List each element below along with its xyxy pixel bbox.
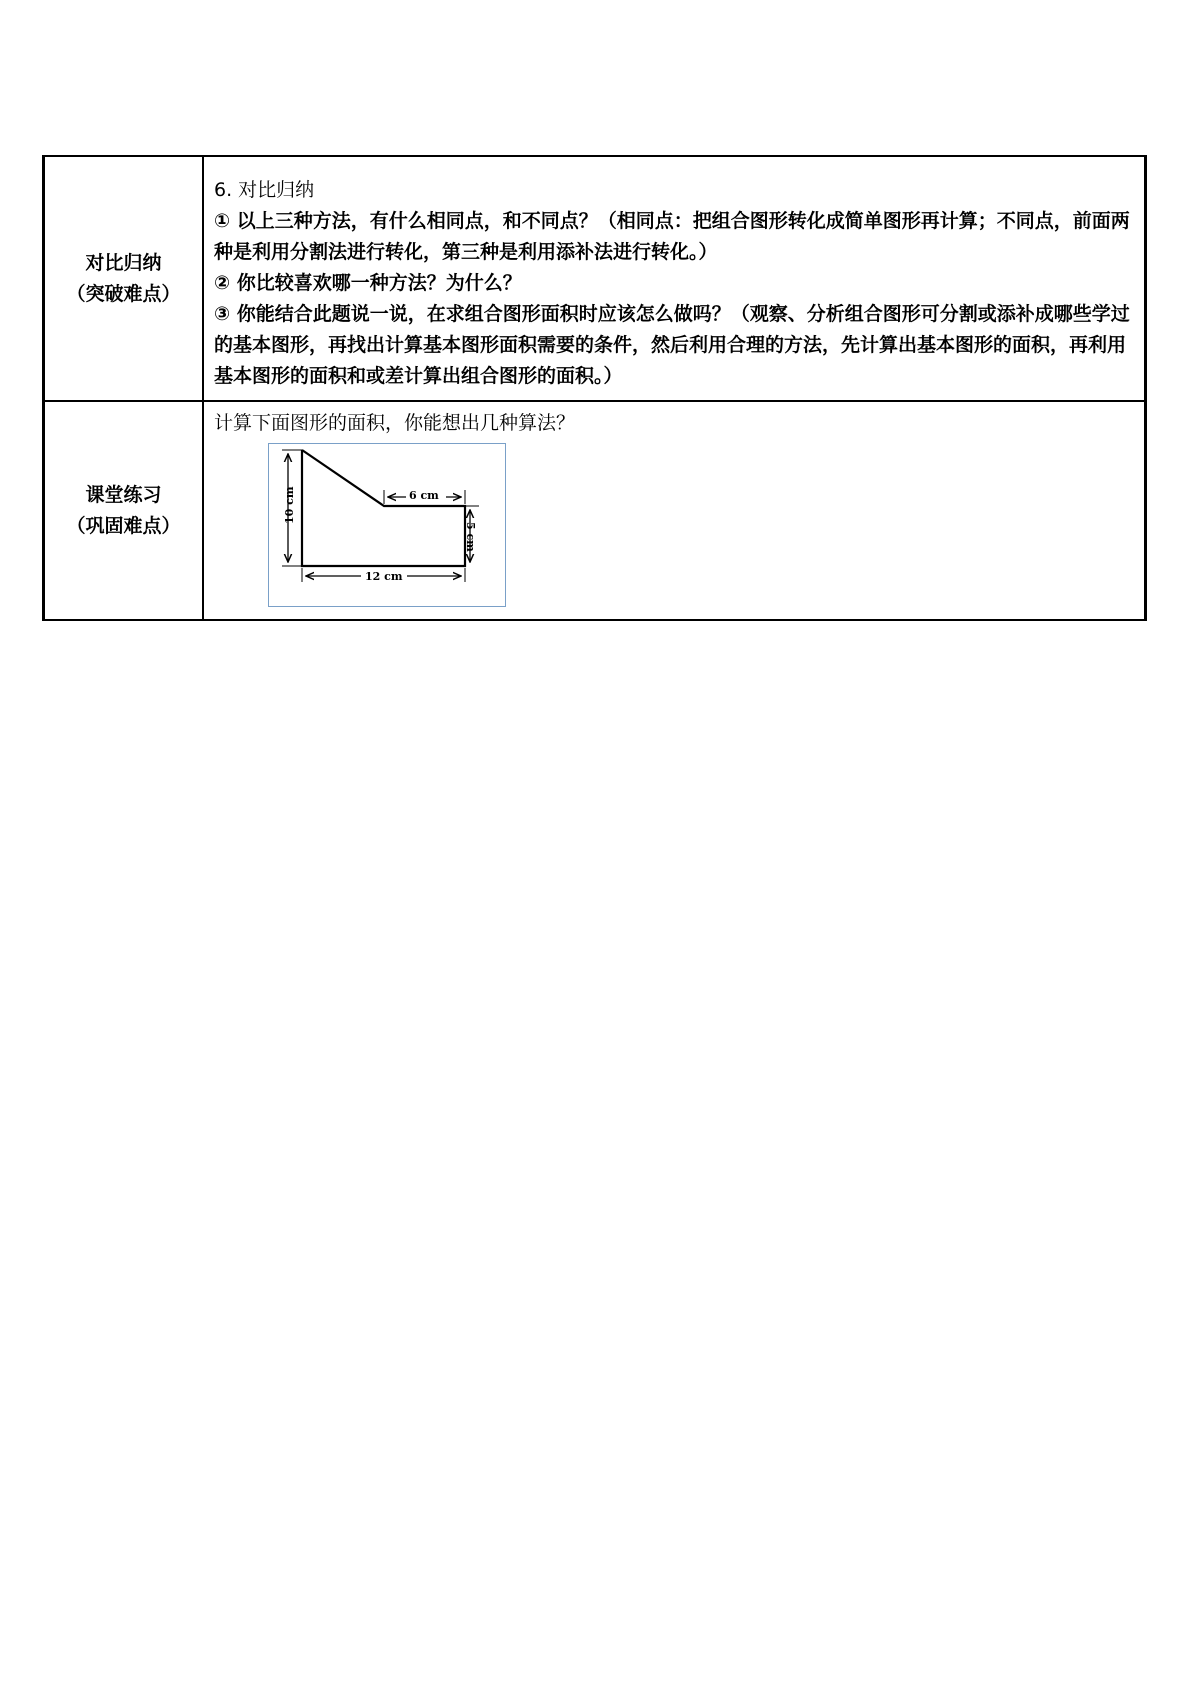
lesson-table [42,155,1147,621]
dim-top-label: 6 cm [409,489,439,502]
row-label-line: 课堂练习 [85,483,162,506]
dim-left-label: 10 cm [283,486,296,524]
row-label-line: （突破难点） [66,282,181,305]
figure-outline [302,450,465,566]
table-row-summary [44,156,1146,401]
summary-question-1: ① 以上三种方法，有什么相同点，和不同点？（相同点：把组合图形转化成简单图形再计算；不同点，前面两种是利用分割法进行转化，第三种是利用添补法进行转化。） [214,210,1130,263]
summary-content [203,156,1146,401]
section-heading: 6. 对比归纳 [214,179,315,201]
row-label-practice [44,401,204,620]
composite-figure [268,443,506,607]
composite-figure-svg [269,444,505,606]
summary-question-2: ② 你比较喜欢哪一种方法？为什么？ [214,272,522,294]
summary-question-3: ③ 你能结合此题说一说，在求组合图形面积时应该怎么做吗？（观察、分析组合图形可分割或添补成哪些学过的基本图形，再找出计算基本图形面积需要的条件，然后利用合理的方法，先计算出基本图形的面积，再利用基本图形的面积和或差计算出组合图形的面积。） [214,303,1130,387]
row-label-line: 对比归纳 [85,251,162,274]
row-label-line: （巩固难点） [66,514,181,537]
dim-bottom-label: 12 cm [365,570,403,583]
table-row-practice [44,401,1146,620]
row-label-summary [44,156,204,401]
practice-question: 计算下面图形的面积，你能想出几种算法？ [214,412,576,434]
dim-right-label: 5 cm [464,522,477,552]
practice-content [203,401,1146,620]
